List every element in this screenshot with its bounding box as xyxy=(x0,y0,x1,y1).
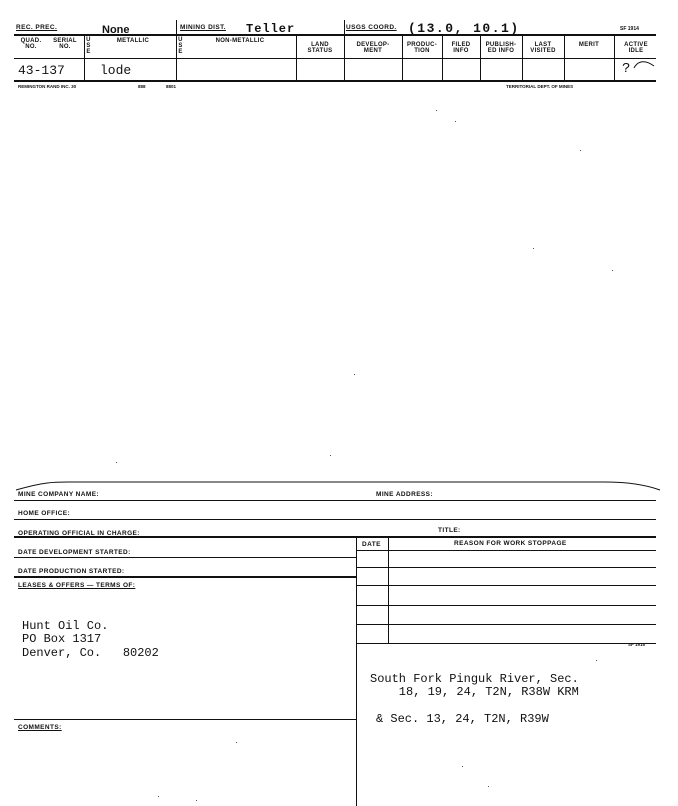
lessee-line-1: Hunt Oil Co. xyxy=(22,619,109,633)
active-idle-value: ? xyxy=(622,61,631,77)
col-production: PRODUC- TION xyxy=(406,42,438,54)
quad-serial-value: 43-137 xyxy=(18,63,65,78)
title-label: TITLE: xyxy=(438,527,461,534)
location-line-3: & Sec. 13, 24, T2N, R39W xyxy=(376,712,549,726)
lessee-line-3: Denver, Co. 80202 xyxy=(22,646,159,660)
usgs-coord-value: (13.0, 10.1) xyxy=(408,21,520,36)
leases-offers-label: LEASES & OFFERS — TERMS OF: xyxy=(18,582,136,589)
bottom-card xyxy=(14,490,656,806)
col-quad-no: QUAD. NO. xyxy=(20,38,42,50)
form-number-bottom: SF 1915 xyxy=(628,642,646,647)
usgs-coord-label: USGS COORD. xyxy=(346,24,397,31)
col-land-status: LAND STATUS xyxy=(307,42,333,54)
col-merit: MERIT xyxy=(578,42,600,48)
location-line-1: South Fork Pinguk River, Sec. xyxy=(370,672,579,686)
metallic-value: lode xyxy=(100,63,132,78)
date-col-header: DATE xyxy=(362,541,381,548)
dept-name-top: TERRITORIAL DEPT. OF MINES xyxy=(506,84,574,89)
date-production-started-label: DATE PRODUCTION STARTED: xyxy=(18,568,125,575)
rec-prec-value: None xyxy=(102,24,130,36)
col-use-2: U S E xyxy=(178,37,183,55)
reason-col-header: REASON FOR WORK STOPPAGE xyxy=(454,540,567,547)
handwritten-mark-icon xyxy=(632,58,658,74)
col-non-metallic: NON-METALLIC xyxy=(215,38,265,44)
home-office-label: HOME OFFICE: xyxy=(18,510,71,517)
mine-company-name-label: MINE COMPANY NAME: xyxy=(18,491,99,498)
col-active-idle: ACTIVE IDLE xyxy=(624,42,648,54)
location-line-2: 18, 19, 24, T2N, R38W KRM xyxy=(370,685,579,699)
rec-prec-label: REC. PREC. xyxy=(16,24,58,31)
mining-dist-value: Teller xyxy=(246,22,296,36)
col-filed-info: FILED INFO xyxy=(451,42,471,54)
col-use-1: U S E xyxy=(86,37,91,55)
col-last-visited: LAST VISITED xyxy=(530,42,556,54)
printer-code-1: 888 xyxy=(138,84,146,89)
col-published-info: PUBLISH- ED INFO xyxy=(485,42,517,54)
printer-credit: REMINGTON RAND INC. 30 xyxy=(18,84,77,89)
operating-official-label: OPERATING OFFICIAL IN CHARGE: xyxy=(18,530,140,537)
lessee-line-2: PO Box 1317 xyxy=(22,632,102,646)
mining-dist-label: MINING DIST. xyxy=(180,24,226,31)
comments-label: COMMENTS: xyxy=(18,724,62,731)
col-development: DEVELOP- MENT xyxy=(356,42,390,54)
col-metallic: METALLIC xyxy=(116,38,150,44)
top-card xyxy=(14,20,656,82)
form-number-top: SF 1914 xyxy=(620,26,639,32)
date-development-started-label: DATE DEVELOPMENT STARTED: xyxy=(18,549,131,556)
col-serial-no: SERIAL NO. xyxy=(53,38,77,50)
mine-address-label: MINE ADDRESS: xyxy=(376,491,433,498)
printer-code-2: 8801 xyxy=(166,84,177,89)
